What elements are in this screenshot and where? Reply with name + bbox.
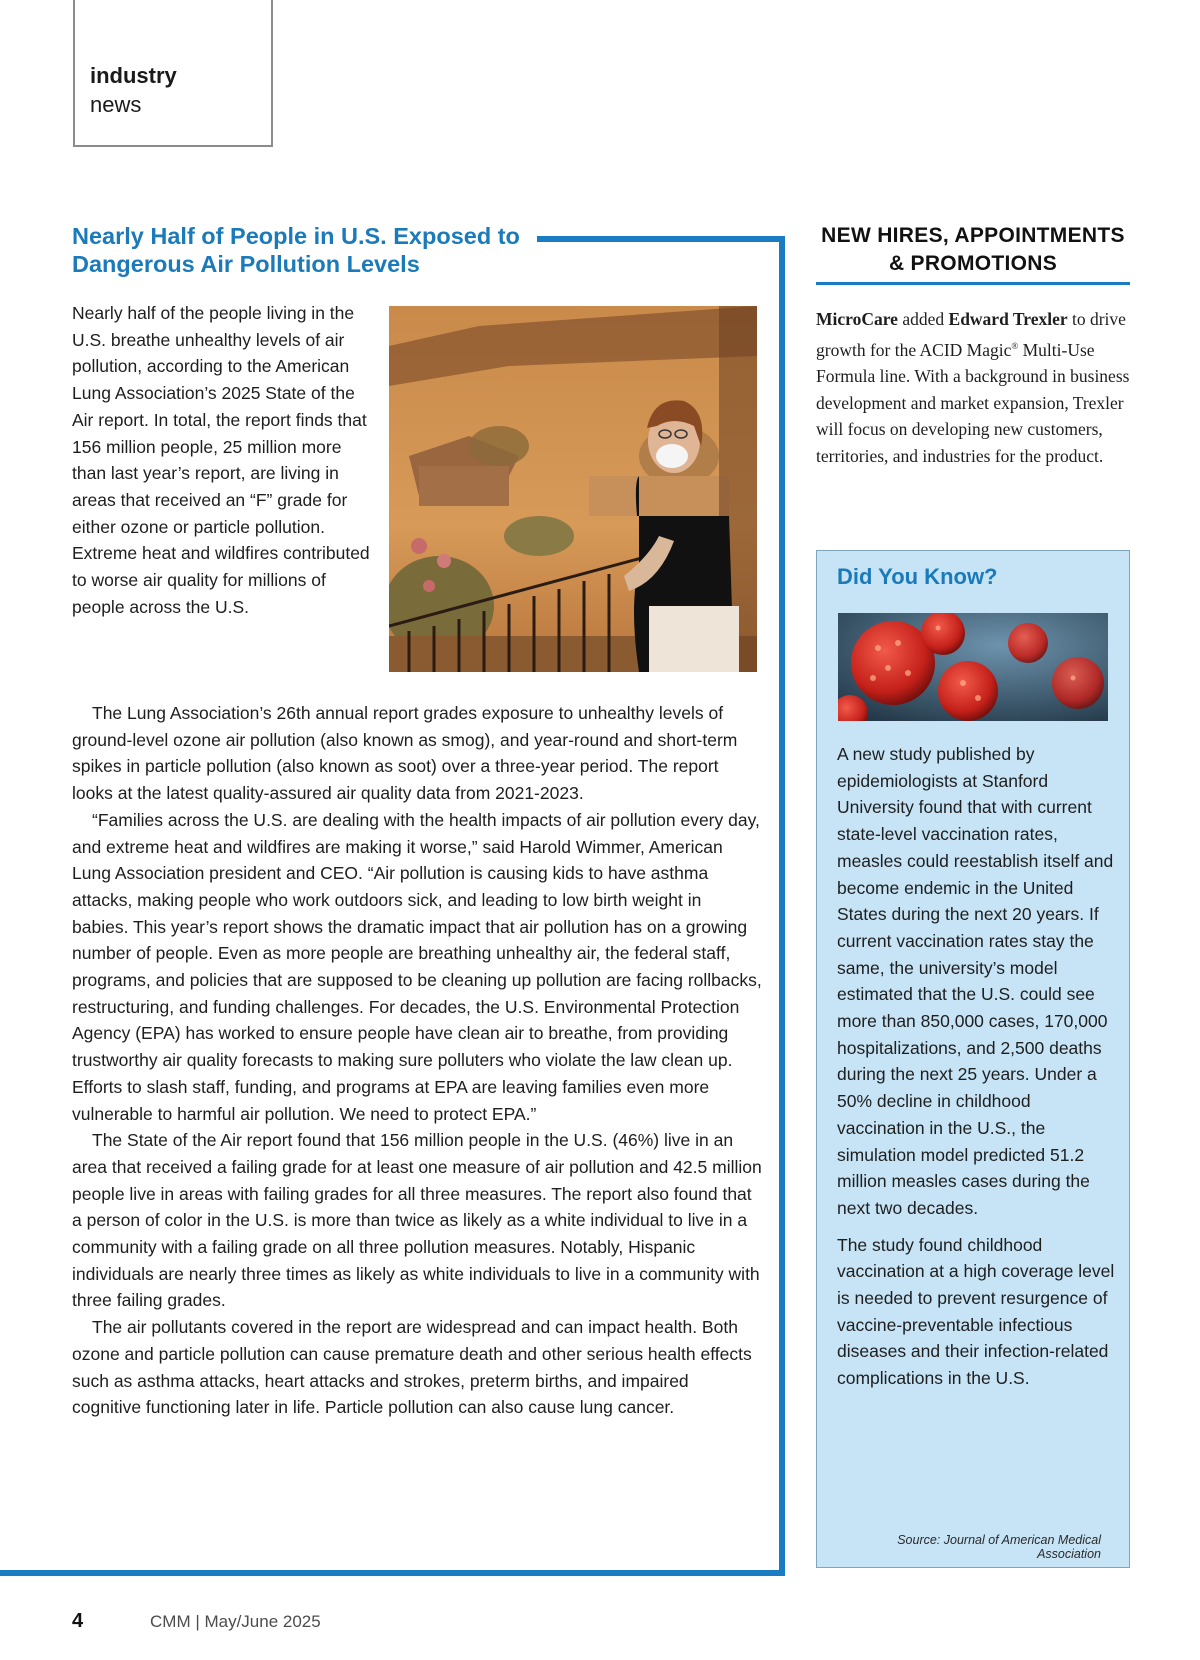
hires-section-title: NEW HIRES, APPOINTMENTS & PROMOTIONS [821,224,1125,275]
article-intro-paragraph: Nearly half of the people living in the U.S. breathe unhealthy levels of air pollution, according to the American Lung Association’s 2025 State of the Air report. In total, the report finds that 156 million people, 25 million more than last year’s report, are living in areas that received an “F” grade for either ozone or particle pollution. Extreme heat and wildfires contributed to worse air quality for millions of people across the U.S. [72,303,370,617]
article-paragraph: The State of the Air report found that 156 million people in the U.S. (46%) live in an area that received a failing grade for at least one measure of air pollution and 42.5 million people live in areas with failing grades for all three measures. The report also found that a person of color in the U.S. is more than twice as likely as a white individual to live in a community with a failing grade on all three pollution measures. Notably, Hispanic individuals are nearly three times as likely as white individuals to live in a community with three failing grades. [72,1130,762,1311]
woman-on-balcony-smoke-image [389,306,757,672]
did-you-know-title: Did You Know? [837,564,998,589]
did-you-know-source: Source: Journal of American Medical Association [897,1533,1101,1561]
article-frame-bottom [0,1570,785,1576]
hires-title-rule [816,282,1130,285]
did-you-know-text [837,741,1117,1402]
article-headline: Nearly Half of People in U.S. Exposed to Dangerous Air Pollution Levels [72,223,520,277]
article-photo [389,306,757,672]
article-body [72,700,762,1421]
article-frame-top [537,236,785,242]
page-number: 4 [72,1610,84,1632]
hires-company: MicroCare [816,309,898,329]
did-you-know-box [816,550,1130,1568]
article-intro [72,300,372,620]
did-you-know-paragraph: A new study published by epidemiologists at Stanford University found that with current state-level vaccination rates, measles could reestablish itself and become endemic in the United States during the next 20 years. If current vaccination rates stay the same, the university’s model estimated that the U.S. could see more than 850,000 cases, 170,000 hospitalizations, and 2,500 deaths during the next 25 years. Under a 50% decline in childhood vaccination in the U.S., the simulation model predicted 51.2 million measles cases during the next two decades. [837,744,1114,1218]
measles-virus-illustration [838,613,1108,721]
article-paragraph: “Families across the U.S. are dealing with the health impacts of air pollution every day, and extreme heat and wildfires are making it worse,” said Harold Wimmer, American Lung Association president and CEO. “Air pollution is causing kids to have asthma attacks, making people who work outdoors sick, and leading to low birth weight in babies. This year’s report shows the dramatic impact that air pollution has on a growing number of people. Even as more people are breathing unhealthy air, the federal staff, programs, and policies that are supposed to be cleaning up pollution are facing rollbacks, restructuring, and funding challenges. For decades, the U.S. Environmental Protection Agency (EPA) has worked to ensure people have clean air to breathe, from providing trustworthy air quality forecasts to making sure polluters who violate the law clean up. Efforts to slash staff, funding, and programs at EPA are leaving families even more vulnerable to harmful air pollution. We need to protect EPA.” [72,809,762,1124]
article-paragraph: The air pollutants covered in the report are widespread and can impact health. Both ozone and particle pollution can cause premature death and other serious health effects such as asthma attacks, heart attacks and strokes, preterm births, and impaired cognitive functioning later in life. Particle pollution can also cause lung cancer. [72,1317,752,1418]
article-paragraph: The Lung Association’s 26th annual report grades exposure to unhealthy levels of ground-level ozone air pollution (also known as smog), and year-round and short-term spikes in particle pollution (also known as soot) over a three-year period. The report looks at the latest quality-assured air quality data from 2021-2023. [72,703,738,804]
registered-mark: ® [1011,340,1019,351]
publication-info: CMM | May/June 2025 [150,1612,321,1631]
section-label-primary: industry [90,63,177,88]
article-frame-right [779,236,785,1576]
section-label-secondary: news [90,92,142,117]
hires-text-a: to drive growth for the ACID Magic [816,309,1126,360]
virus-image [838,613,1108,721]
did-you-know-paragraph: The study found childhood vaccination at a high coverage level is needed to prevent resurgence of vaccine-preventable infectious diseases and their infection-related complications in the U.S. [837,1234,1115,1389]
hires-person: Edward Trexler [948,309,1068,329]
hires-text-added: added [897,309,949,329]
hires-text-b: Multi-Use Formula line. With a background in business development and market expansion, Trexler will focus on developing new customers, territories, and industries for the product. [816,339,1130,466]
section-tab [73,0,273,147]
hires-announcement [816,306,1130,469]
